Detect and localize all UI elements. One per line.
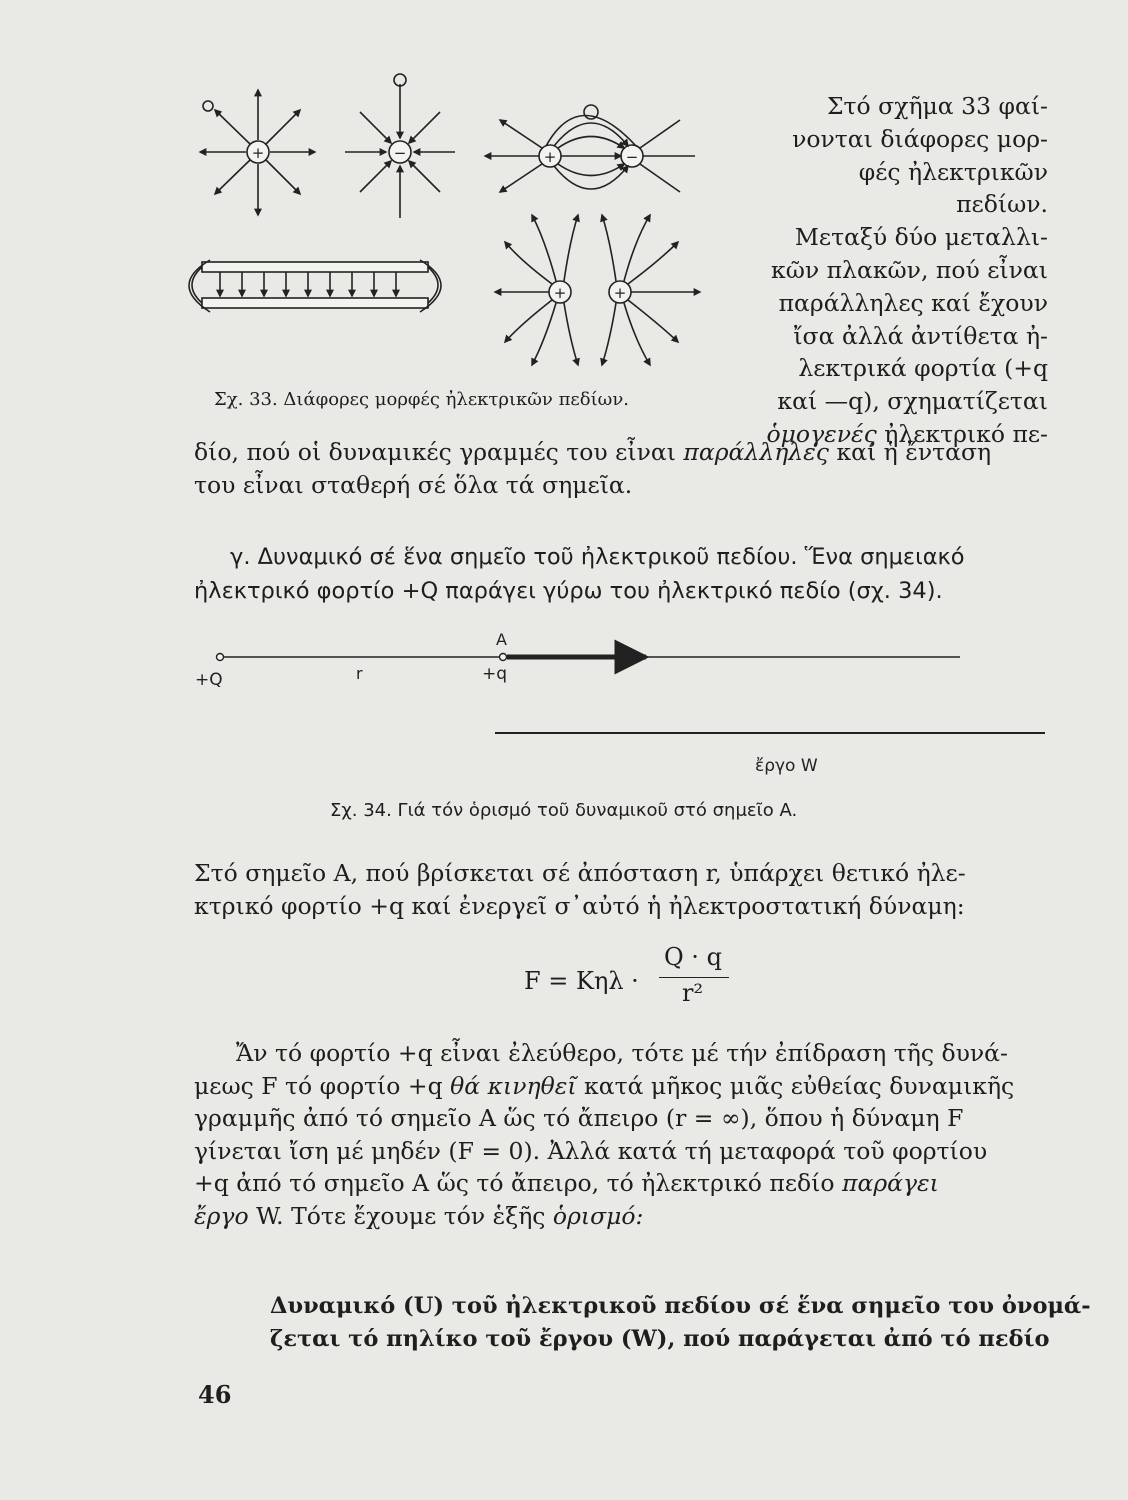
sign-plus: + [553,284,567,302]
formula-lhs: F = Kηλ · [524,967,639,995]
text-line: φές ἠλεκτρικῶν πεδίων. [858,157,1048,219]
text-line: ἴσα ἀλλά ἀντίθετα ἠ- [793,321,1048,350]
text-line: Ἄν τό φορτίο +q εἶναι ἐλεύθερο, τότε μέ τήν ἐπίδραση τῆς δυνά- [236,1039,1008,1067]
text-line [194,1200,1054,1233]
italic-term: ὁρισμό: [552,1201,644,1230]
two-positive-charges-field [495,215,700,365]
text-line: του εἶναι σταθερή σέ ὅλα τά σημεῖα. [194,470,633,499]
text-line: Στό σημεῖο A, πού βρίσκεται σέ ἀπόσταση r, ὑπάρχει θετικό ἠλε- [194,859,966,887]
italic-term: ἔργο [194,1201,249,1230]
charge-Q-point [217,654,224,661]
text-span: W. Τότε ἔχουμε τόν ἑξῆς [248,1201,553,1230]
text-line: γ. Δυναμικό σέ ἕνα σημεῖο τοῦ ἠλεκτρικοῦ πεδίου. Ἕνα σημειακό [230,544,965,570]
text-line: κτρικό φορτίο +q καί ἐνεργεῖ σ᾽αὐτό ἡ ἠλεκτροστατική δύναμη: [194,891,965,920]
paragraph-2 [194,540,1054,608]
sign-minus: − [625,148,639,166]
label-q: +q [482,664,508,684]
label-A: A [496,630,507,649]
formula-numerator: Q · q [664,943,722,971]
text-span: κατά μῆκος μιᾶς εὐθείας δυναμικῆς [576,1071,1015,1100]
sign-minus: − [393,144,407,162]
text-line: καί —q), σχηματίζεται [777,387,1048,416]
text-line: Στό σχῆμα 33 φαί- [826,92,1048,120]
parallel-plates-field [189,260,441,312]
label-Q: +Q [195,670,223,690]
dipole-field [485,105,695,192]
sign-plus: + [251,144,265,162]
text-line: νονται διάφορες μορ- [792,124,1048,153]
definition [194,1290,1091,1355]
text-line: Δυναμικό (U) τοῦ ἠλεκτρικοῦ πεδίου σέ ἕνα σημεῖο του ὀνομά- [270,1293,1091,1319]
paragraph-4 [194,1037,1054,1232]
text-span: δίο, πού οἱ δυναμικές γραμμές του εἶναι [194,438,684,466]
right-column-text [764,90,1048,451]
italic-term: παράγει [842,1169,939,1197]
point-A [500,654,507,661]
formula-denominator: r² [682,979,704,1007]
text-line: ἠλεκτρικό φορτίο +Q παράγει γύρω του ἠλεκτρικό πεδίο (σχ. 34). [194,578,943,604]
text-span: +q ἀπό τό σημεῖο A ὥς τό ἄπειρο, τό ἠλεκτρικό πεδίο [194,1169,843,1197]
italic-term: θά κινηθεῖ [450,1071,577,1100]
paragraph-3 [194,857,1054,922]
text-line: γίνεται ἴση μέ μηδέν (F = 0). Ἀλλά κατά τή μεταφορά τοῦ φορτίου [194,1136,988,1165]
text-line: ζεται τό πηλίκο τοῦ ἔργου (W), πού παράγεται ἀπό τό πεδίο [270,1325,1050,1352]
text-line [194,436,1048,469]
label-work: ἔργο W [755,756,818,776]
figure-33-field-diagrams [180,70,760,390]
text-line [194,1070,1054,1103]
sign-plus: + [613,284,627,302]
page-number: 46 [198,1380,232,1409]
text-line: Μεταξύ δύο μεταλλι- [794,223,1048,252]
paragraph-1 [194,436,1048,501]
label-r: r [356,664,363,683]
italic-term: ὁμογενές [766,419,877,448]
italic-term: παράλληλες [683,438,829,466]
text-line: λεκτρικά φορτία (+q [798,354,1048,383]
figure-33-caption: Σχ. 33. Διάφορες μορφές ἠλεκτρικῶν πεδίων. [214,389,629,410]
figure-34-caption: Σχ. 34. Γιά τόν ὁρισμό τοῦ δυναμικοῦ στό σημεῖο A. [330,800,798,821]
text-line: γραμμῆς ἀπό τό σημεῖο A ὥς τό ἄπειρο (r = ∞), ὅπου ἡ δύναμη F [194,1104,964,1132]
sign-plus: + [543,148,557,166]
text-span: ἠλεκτρικό πε- [876,419,1048,448]
figure-34-diagram [190,625,1060,785]
fraction-bar [659,977,729,978]
text-span: μεως F τό φορτίο +q [194,1071,451,1100]
text-line: κῶν πλακῶν, πού εἶναι [771,255,1048,284]
text-span: καί ἡ ἔνταση [828,438,992,466]
text-line: παράλληλες καί ἔχουν [778,288,1048,317]
text-line [194,1167,1054,1200]
